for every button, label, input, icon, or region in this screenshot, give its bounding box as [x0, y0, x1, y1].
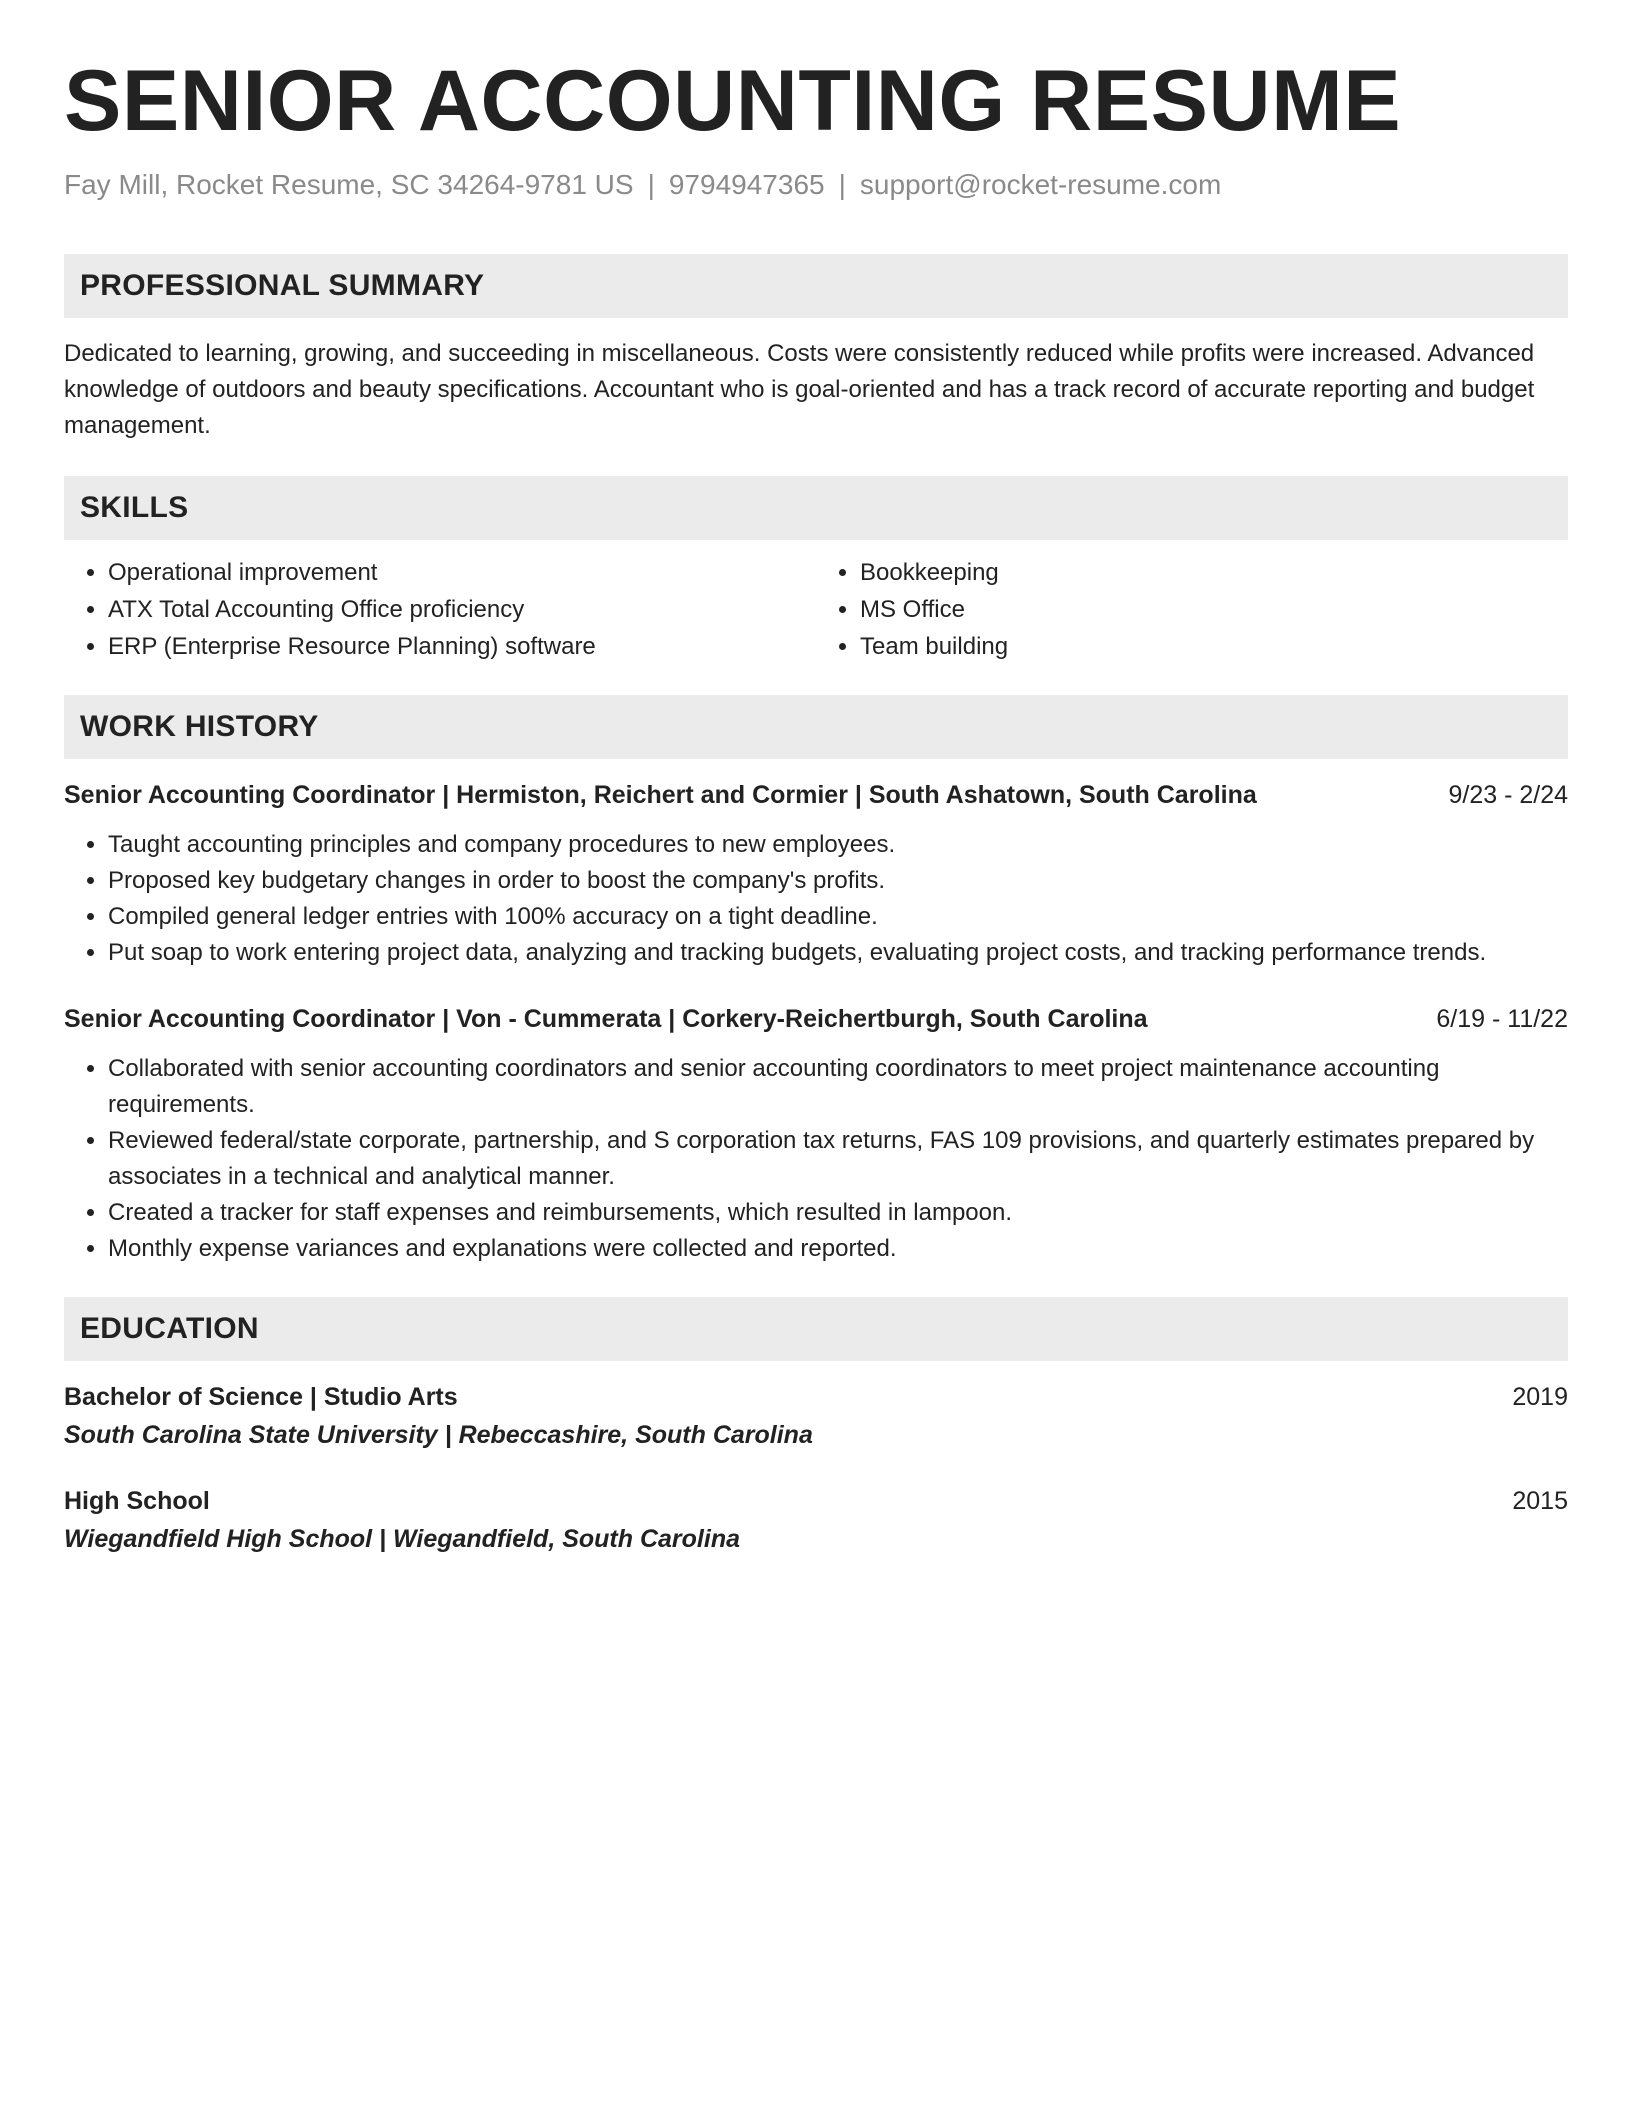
- job-dates: 6/19 - 11/22: [1436, 1004, 1568, 1033]
- job-entry: [64, 1001, 1568, 1267]
- skill-item: • Operational improvement: [108, 554, 816, 591]
- job-bullet: • Created a tracker for staff expenses and reimbursements, which resulted in lampoon.: [108, 1195, 1568, 1231]
- education-degree: High School: [64, 1486, 210, 1515]
- job-bullet: • Taught accounting principles and company procedures to new employees.: [108, 827, 1568, 863]
- skills-list: [64, 554, 1568, 665]
- job-entry: [64, 777, 1568, 971]
- section-heading-education: EDUCATION: [64, 1297, 1568, 1361]
- contact-address: Fay Mill, Rocket Resume, SC 34264-9781 US: [64, 168, 634, 200]
- skill-item: • Team building: [860, 628, 1568, 665]
- job-bullets: [64, 1051, 1568, 1267]
- job-bullet: • Put soap to work entering project data, analyzing and tracking budgets, evaluating project costs, and tracking performance trends.: [108, 935, 1568, 971]
- education-header: [64, 1379, 1568, 1415]
- contact-line: [64, 167, 1568, 203]
- resume-title: SENIOR ACCOUNTING RESUME: [64, 53, 1402, 149]
- job-bullet: • Compiled general ledger entries with 100% accuracy on a tight deadline.: [108, 899, 1568, 935]
- job-title: Senior Accounting Coordinator | Von - Cummerata | Corkery-Reichertburgh, South Carolina: [64, 1004, 1148, 1033]
- job-title: Senior Accounting Coordinator | Hermiston, Reichert and Cormier | South Ashatown, South Carolina: [64, 780, 1257, 809]
- education-header: [64, 1483, 1568, 1519]
- job-bullet: • Reviewed federal/state corporate, partnership, and S corporation tax returns, FAS 109 provisions, and quarterly estimates prepared by associates in a technical and analytical manner.: [108, 1123, 1568, 1195]
- job-bullet: • Proposed key budgetary changes in order to boost the company's profits.: [108, 863, 1568, 899]
- skills-column-right: [816, 554, 1568, 665]
- skill-item: • Bookkeeping: [860, 554, 1568, 591]
- job-bullet: • Collaborated with senior accounting coordinators and senior accounting coordinators to meet project maintenance accounting requirements.: [108, 1051, 1568, 1123]
- section-heading-skills: SKILLS: [64, 476, 1568, 540]
- contact-separator: |: [838, 168, 846, 200]
- education-entry: [64, 1483, 1568, 1557]
- job-bullet: • Monthly expense variances and explanations were collected and reported.: [108, 1231, 1568, 1267]
- contact-phone: 9794947365: [668, 168, 825, 200]
- job-bullets: [64, 827, 1568, 971]
- skills-column-left: [64, 554, 816, 665]
- education-school: Wiegandfield High School | Wiegandfield, South Carolina: [64, 1524, 741, 1553]
- skill-item: • ATX Total Accounting Office proficiency: [108, 591, 816, 628]
- education-school: South Carolina State University | Rebeccashire, South Carolina: [64, 1420, 813, 1449]
- job-header: [64, 777, 1568, 813]
- section-heading-work-history: WORK HISTORY: [64, 695, 1568, 759]
- skill-item: • MS Office: [860, 591, 1568, 628]
- job-dates: 9/23 - 2/24: [1448, 780, 1568, 809]
- contact-email: support@rocket-resume.com: [859, 168, 1222, 200]
- skill-item: • ERP (Enterprise Resource Planning) software: [108, 628, 816, 665]
- job-header: [64, 1001, 1568, 1037]
- contact-separator: |: [647, 168, 655, 200]
- education-entry: [64, 1379, 1568, 1453]
- education-year: 2015: [1512, 1486, 1568, 1515]
- section-heading-summary: PROFESSIONAL SUMMARY: [64, 254, 1568, 318]
- summary-text: Dedicated to learning, growing, and succeeding in miscellaneous. Costs were consistently reduced while profits were increased. Advanced knowledge of outdoors and beauty specifications. Accountant who is goal-oriented and has a track record of accurate reporting and budget management.: [64, 339, 1535, 439]
- education-year: 2019: [1512, 1382, 1568, 1411]
- education-degree: Bachelor of Science | Studio Arts: [64, 1382, 458, 1411]
